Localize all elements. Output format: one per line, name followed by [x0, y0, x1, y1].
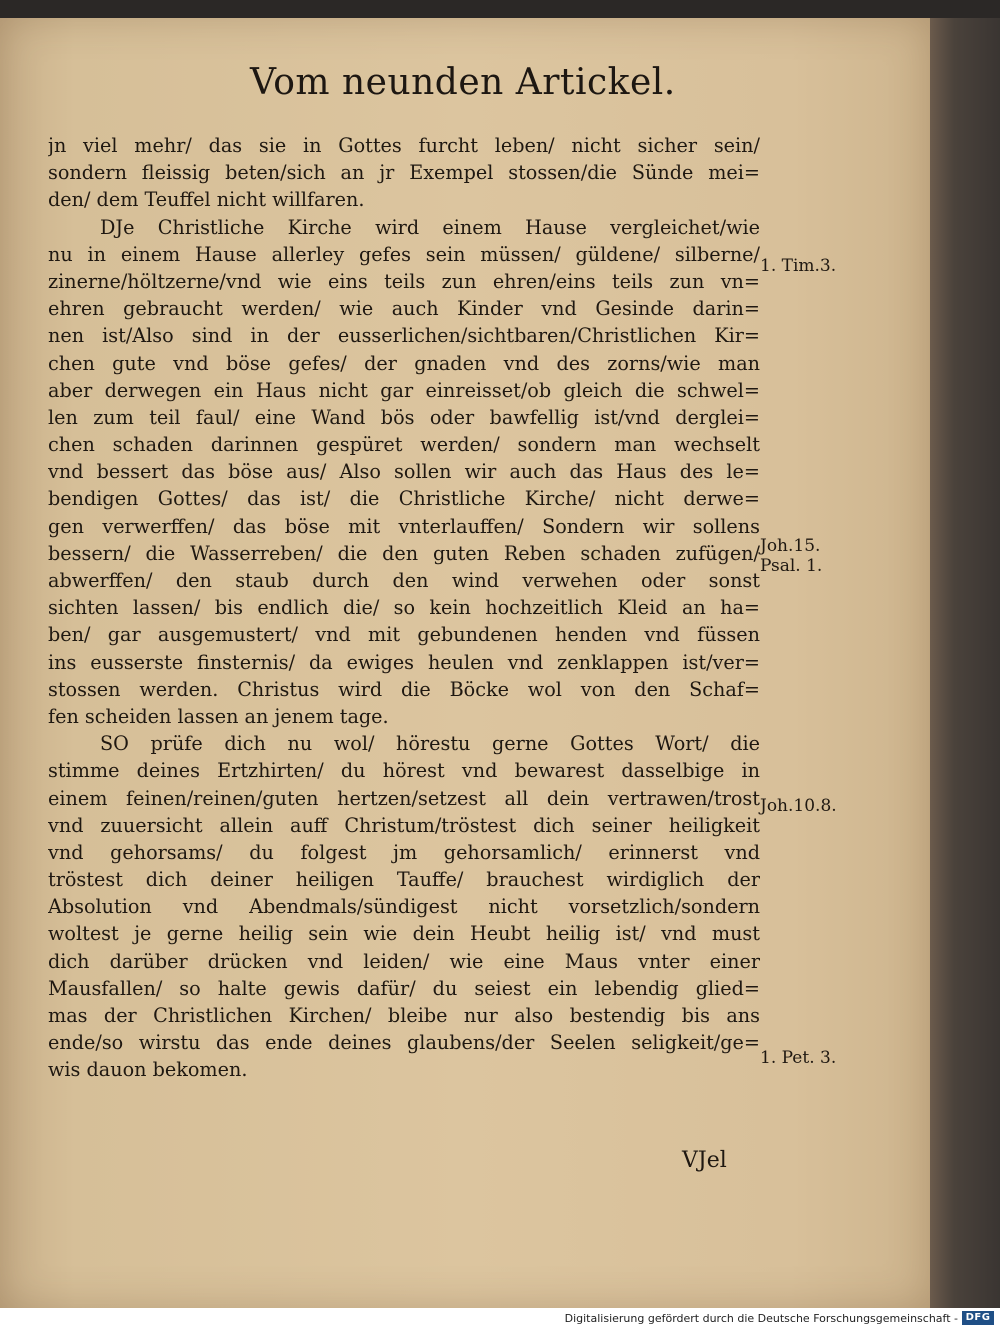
text-line: nen ist/Also sind in der eusserlichen/sichtbaren/Christlichen Kir= [48, 324, 760, 348]
margin-reference: 1. Tim.3. [760, 256, 837, 276]
footer-bar [0, 1308, 1000, 1330]
margin-reference: Psal. 1. [760, 556, 823, 576]
text-line: aber derwegen ein Haus nicht gar einreisset/ob gleich die schwel= [48, 378, 760, 402]
catchword: VJel [682, 1148, 727, 1173]
text-line: wis dauon bekomen. [48, 1058, 248, 1082]
text-line: jn viel mehr/ das sie in Gottes furcht leben/ nicht sicher sein/ [48, 134, 760, 157]
text-line: ende/so wirstu das ende deines glaubens/der Seelen seligkeit/ge= [48, 1031, 760, 1055]
text-line: bessern/ die Wasserreben/ die den guten Reben schaden zufügen/ [48, 541, 760, 565]
text-line: nu in einem Hause allerley gefes sein müssen/ güldene/ silberne/ [48, 242, 760, 266]
page-edge-shadow [930, 18, 1000, 1308]
text-line: stossen werden. Christus wird die Böcke wol von den Schaf= [48, 677, 760, 701]
text-line: DJe Christliche Kirche wird einem Hause vergleichet/wie [100, 215, 760, 239]
margin-reference: Joh.10.8. [760, 796, 837, 816]
text-line: ehren gebraucht werden/ wie auch Kinder vnd Gesinde darin= [48, 297, 760, 321]
margin-reference: Joh.15. [760, 536, 821, 556]
text-line: den/ dem Teuffel nicht willfaren. [48, 188, 365, 212]
text-line: einem feinen/reinen/guten hertzen/setzest all dein vertrawen/trost [48, 786, 760, 810]
running-head: Vom neunden Artickel. [250, 62, 676, 103]
text-line: Mausfallen/ so halte gewis dafür/ du seiest ein lebendig glied= [48, 976, 760, 1000]
text-line: ins eusserste finsternis/ da ewiges heulen vnd zenklappen ist/ver= [48, 650, 760, 674]
text-line: stimme deines Ertzhirten/ du hörest vnd bewarest dasselbige in [48, 759, 760, 783]
text-line: ben/ gar ausgemustert/ vnd mit gebundenen henden vnd füssen [48, 623, 760, 647]
viewer-top-bar [0, 0, 1000, 18]
text-line: vnd bessert das böse aus/ Also sollen wir auch das Haus des le= [48, 460, 760, 484]
body-text [48, 132, 760, 1084]
dfg-logo[interactable]: DFG [962, 1311, 994, 1325]
text-line: len zum teil faul/ eine Wand bös oder bawfellig ist/vnd derglei= [48, 405, 760, 429]
text-line: abwerffen/ den staub durch den wind verwehen oder sonst [48, 569, 760, 592]
text-line: sichten lassen/ bis endlich die/ so kein hochzeitlich Kleid an ha= [48, 596, 760, 620]
text-line: sondern fleissig beten/sich an jr Exempel stossen/die Sünde mei= [48, 161, 760, 185]
funding-credit: Digitalisierung gefördert durch die Deutsche Forschungsgemeinschaft - [564, 1312, 958, 1325]
text-line: fen scheiden lassen an jenem tage. [48, 704, 389, 728]
text-line: chen gute vnd böse gefes/ der gnaden vnd des zorns/wie man [48, 351, 760, 375]
text-line: mas der Christlichen Kirchen/ bleibe nur also bestendig bis ans [48, 1004, 760, 1027]
text-line: woltest je gerne heilig sein wie dein Heubt heilig ist/ vnd must [48, 922, 760, 946]
text-line: bendigen Gottes/ das ist/ die Christliche Kirche/ nicht derwe= [48, 487, 760, 511]
text-line: zinerne/höltzerne/vnd wie eins teils zun ehren/eins teils zun vn= [48, 269, 760, 293]
text-line: gen verwerffen/ das böse mit vnterlauffen/ Sondern wir sollens [48, 514, 760, 538]
margin-reference: 1. Pet. 3. [760, 1048, 837, 1068]
text-line: Absolution vnd Abendmals/sündigest nicht vorsetzlich/sondern [48, 895, 760, 919]
text-line: tröstest dich deiner heiligen Tauffe/ brauchest wirdiglich der [48, 868, 760, 892]
text-line: vnd zuuersicht allein auff Christum/tröstest dich seiner heiligkeit [48, 813, 760, 837]
text-line: SO prüfe dich nu wol/ hörestu gerne Gottes Wort/ die [100, 732, 760, 756]
text-line: dich darüber drücken vnd leiden/ wie eine Maus vnter einer [48, 949, 760, 973]
text-line: vnd gehorsams/ du folgest jm gehorsamlich/ erinnerst vnd [48, 840, 760, 864]
text-line: chen schaden darinnen gespüret werden/ sondern man wechselt [48, 433, 760, 457]
